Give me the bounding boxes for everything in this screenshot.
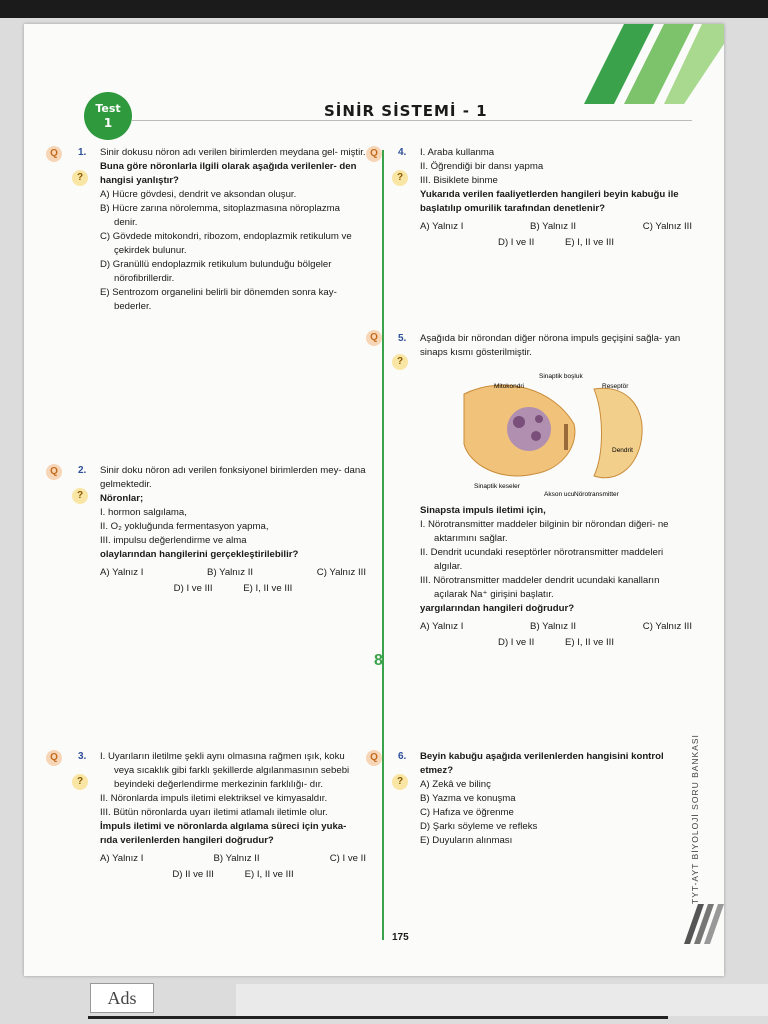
question-number: 3. (78, 751, 87, 762)
question-icon[interactable]: ? (392, 774, 408, 790)
question-icon[interactable]: ? (72, 774, 88, 790)
options-row (420, 236, 692, 250)
option[interactable]: C) Yalnız III (316, 567, 366, 578)
question-5-body (420, 504, 692, 650)
question-1 (78, 146, 366, 314)
question-prompt: olaylarından hangilerini gerçekleştirilebilir? (100, 549, 299, 560)
question-stem: Sinir dokusu nöron adı verilen birimlerden meydana gel- miştir. (100, 147, 366, 158)
test-badge (84, 92, 132, 140)
option[interactable]: A) Yalnız I (420, 621, 464, 632)
statement: I. Araba kullanma (420, 147, 495, 158)
option[interactable]: D) I ve II (498, 237, 535, 248)
statement: II. Nöronlarda impuls iletimi elektriksel ve kimyasaldır. (100, 793, 328, 804)
items-heading: Nöronlar; (100, 493, 144, 504)
options-row (100, 582, 366, 596)
question-prompt: Buna göre nöronlarla ilgili olarak aşağıda verilenler- den hangisi yanlıştır? (100, 161, 357, 186)
option[interactable]: A) Yalnız I (100, 567, 144, 578)
option[interactable]: D) Şarkı söyleme ve refleks (420, 821, 538, 832)
option[interactable]: B) Yalnız II (207, 567, 254, 578)
question-4 (398, 146, 692, 250)
option[interactable]: E) I, II ve III (244, 869, 294, 880)
options-row (420, 620, 692, 634)
statement: III. impulsu değerlendirme ve alma (100, 535, 247, 546)
column-divider (382, 150, 384, 940)
option[interactable]: A) Yalnız I (420, 221, 464, 232)
statement: II. Dendrit ucundaki reseptörler nörotransmitter maddeleri algılar. (420, 547, 664, 572)
question-2 (78, 464, 366, 596)
label-neurotransmitter: Nörotransmitter (574, 491, 619, 498)
test-badge-label: Test (95, 102, 121, 115)
items-heading: Sinapsta impuls iletimi için, (420, 505, 546, 516)
option[interactable]: A) Zekâ ve bilinç (420, 779, 491, 790)
ads-label[interactable]: Ads (90, 983, 154, 1013)
option[interactable]: C) I ve II (329, 853, 366, 864)
question-icon[interactable]: ? (72, 488, 88, 504)
options-row (100, 566, 366, 580)
search-icon[interactable]: Q (366, 750, 382, 766)
question-icon[interactable]: ? (72, 170, 88, 186)
side-series-label (690, 714, 704, 914)
question-number: 6. (398, 751, 407, 762)
label-axon-tip: Akson ucu (544, 491, 575, 498)
label-dendrite: Dendrit (612, 447, 633, 454)
header-rule (132, 120, 692, 121)
statement: I. hormon salgılama, (100, 507, 187, 518)
question-prompt: Beyin kabuğu aşağıda verilenlerden hangisini kontrol etmez? (420, 751, 664, 776)
question-number: 1. (78, 147, 87, 158)
question-number: 5. (398, 333, 407, 344)
question-3 (78, 750, 366, 882)
test-badge-number: 1 (103, 116, 113, 130)
search-icon[interactable]: Q (46, 146, 62, 162)
question-stem: Sinir doku nöron adı verilen fonksiyonel birimlerden mey- dana gelmektedir. (100, 465, 366, 490)
option[interactable]: C) Hafıza ve öğrenme (420, 807, 514, 818)
ad-banner[interactable] (236, 984, 768, 1016)
page-title: SİNİR SİSTEMİ - 1 (324, 102, 488, 120)
option[interactable]: C) Yalnız III (642, 221, 692, 232)
decor-stripes-top (584, 24, 724, 104)
bottom-rule (88, 1016, 668, 1019)
option[interactable]: B) Hücre zarına nörolemma, sitoplazmasına nöroplazma denir. (100, 203, 340, 228)
option[interactable]: E) I, II ve III (564, 237, 614, 248)
option[interactable]: D) I ve II (498, 637, 535, 648)
question-prompt: yargılarından hangileri doğrudur? (420, 603, 575, 614)
synapse-diagram (444, 364, 644, 504)
option[interactable]: D) Granüllü endoplazmik retikulum bulunduğu bölgeler nörofibrillerdir. (100, 259, 332, 284)
option[interactable]: E) I, II ve III (243, 583, 293, 594)
option[interactable]: D) II ve III (172, 869, 214, 880)
options-row (420, 636, 692, 650)
search-icon[interactable]: Q (46, 464, 62, 480)
book-page (24, 24, 724, 976)
options-row (100, 852, 366, 866)
question-6 (398, 750, 692, 848)
question-icon[interactable]: ? (392, 170, 408, 186)
label-vesicles: Sinaptik keseler (474, 483, 520, 490)
side-series-text: TYT-AYT BİYOLOJİ SORU BANKASI (690, 734, 700, 904)
question-prompt: İmpuls iletimi ve nöronlarda algılama süreci için yuka- rıda verilenlerden hangileri doğrudur? (100, 821, 347, 846)
option[interactable]: E) Sentrozom organelini belirli bir dönemden sonra kay- bederler. (100, 287, 337, 312)
search-icon[interactable]: Q (366, 330, 382, 346)
option[interactable]: D) I ve III (173, 583, 213, 594)
option[interactable]: B) Yalnız II (530, 621, 577, 632)
options-row (420, 220, 692, 234)
option[interactable]: C) Gövdede mitokondri, ribozom, endoplazmik retikulum ve çekirdek bulunur. (100, 231, 352, 256)
viewer-stage (0, 18, 768, 1024)
option[interactable]: A) Hücre gövdesi, dendrit ve aksondan oluşur. (100, 189, 297, 200)
option[interactable]: A) Yalnız I (100, 853, 144, 864)
question-number: 4. (398, 147, 407, 158)
label-mitochondria: Mitokondri (494, 383, 524, 390)
top-bar (0, 0, 768, 18)
option[interactable]: B) Yazma ve konuşma (420, 793, 516, 804)
option[interactable]: B) Yalnız II (530, 221, 577, 232)
statement: I. Uyarıların iletilme şekli aynı olmasına rağmen ışık, koku veya sıcaklık gibi farklı şekillerde algılanmasının sebebi beyindeki değerlendirme merkezinin farklılığı- dır. (100, 751, 350, 790)
question-5-stem (398, 332, 692, 360)
statement: III. Bisiklete binme (420, 175, 498, 186)
option[interactable]: B) Yalnız II (213, 853, 260, 864)
decor-stripes-bottom (684, 904, 724, 944)
question-icon[interactable]: ? (392, 354, 408, 370)
question-number: 2. (78, 465, 87, 476)
statement: I. Nörotransmitter maddeler bilginin bir nörondan diğeri- ne aktarımını sağlar. (420, 519, 669, 544)
statement: II. O₂ yokluğunda fermentasyon yapma, (100, 521, 269, 532)
label-cleft: Sinaptik boşluk (539, 373, 583, 380)
options-row (100, 868, 366, 882)
search-icon[interactable]: Q (46, 750, 62, 766)
search-icon[interactable]: Q (366, 146, 382, 162)
divider-mark: 8 (374, 652, 383, 669)
statement: III. Nörotransmitter maddeler dendrit ucundaki kanalların açılarak Na⁺ girişini başlatır. (420, 575, 660, 600)
question-prompt: Yukarıda verilen faaliyetlerden hangileri beyin kabuğu ile başlatılıp omurilik tarafından denetlenir? (420, 189, 679, 214)
label-receptor: Reseptör (602, 383, 629, 390)
page-number: 175 (392, 932, 409, 943)
question-stem: Aşağıda bir nörondan diğer nörona impuls geçişini sağla- yan sinaps kısmı gösterilmiştir. (420, 333, 681, 358)
statement: III. Bütün nöronlarda uyarı iletimi atlamalı iletimle olur. (100, 807, 328, 818)
statement: II. Öğrendiği bir dansı yapma (420, 161, 544, 172)
option[interactable]: E) Duyuların alınması (420, 835, 513, 846)
option[interactable]: C) Yalnız III (642, 621, 692, 632)
option[interactable]: E) I, II ve III (564, 637, 614, 648)
